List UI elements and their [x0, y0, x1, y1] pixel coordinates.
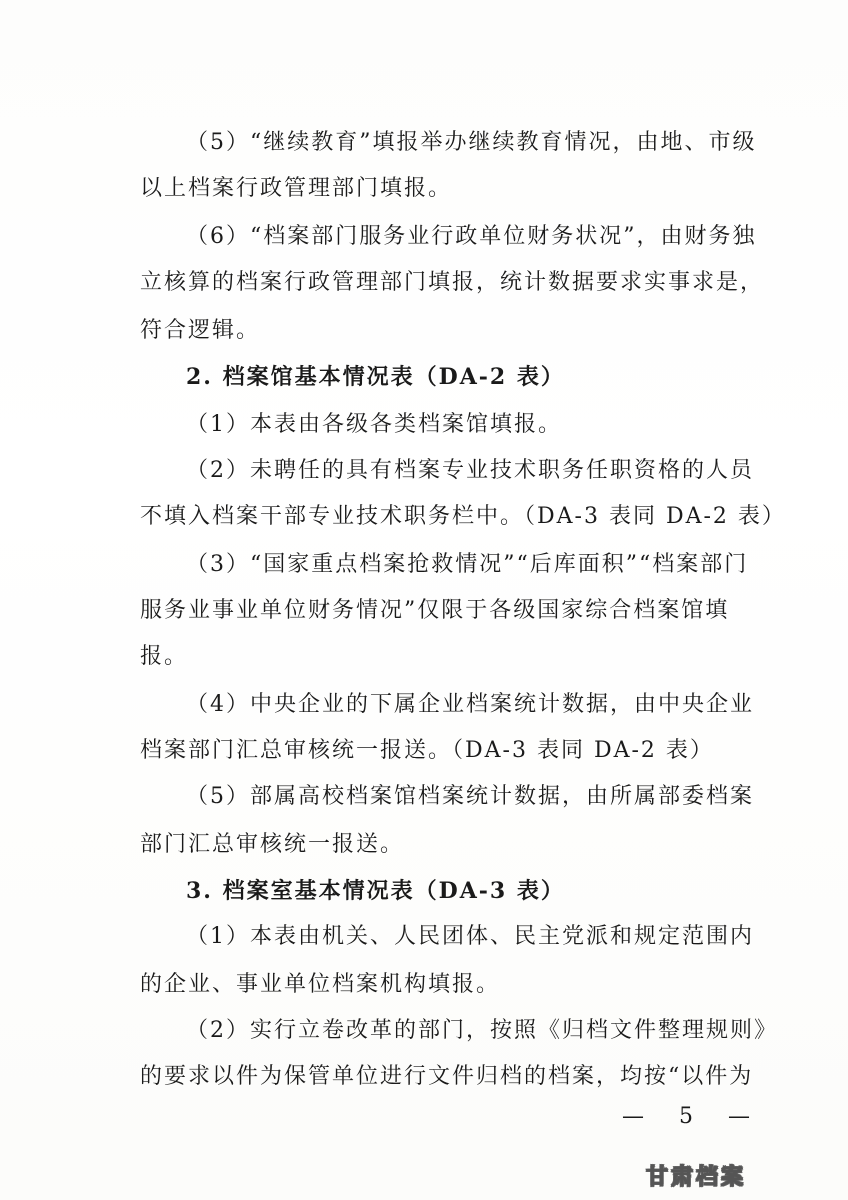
- paragraph-line: 服务业事业单位财务情况”仅限于各级国家综合档案馆填: [140, 598, 730, 623]
- paragraph-line: 报。: [140, 644, 189, 669]
- paragraph-line: （1）本表由各级各类档案馆填报。: [186, 412, 562, 437]
- paragraph-line: （5）部属高校档案馆档案统计数据，由所属部委档案: [186, 784, 754, 809]
- paragraph-line: （5）“继续教育”填报举办继续教育情况，由地、市级: [186, 130, 757, 155]
- watermark-logo: 甘肃档案: [646, 1165, 747, 1190]
- section-heading: 2. 档案馆基本情况表（DA-2 表）: [186, 364, 565, 390]
- paragraph-line: （4）中央企业的下属企业档案统计数据，由中央企业: [186, 692, 754, 717]
- paragraph-line: （6）“档案部门服务业行政单位财务状况”，由财务独: [186, 224, 757, 249]
- paragraph-line: 符合逻辑。: [140, 318, 261, 343]
- paragraph-line: （3）“国家重点档案抢救情况”“后库面积”“档案部门: [186, 552, 749, 577]
- paragraph-line: 立核算的档案行政管理部门填报，统计数据要求实事求是，: [140, 270, 765, 295]
- paragraph-line: 部门汇总审核统一报送。: [140, 832, 405, 857]
- paragraph-line: 以上档案行政管理部门填报。: [140, 176, 453, 201]
- paragraph-line: （2）实行立卷改革的部门，按照《归档文件整理规则》: [186, 1018, 778, 1043]
- paragraph-line: 不填入档案干部专业技术职务栏中。（DA-3 表同 DA-2 表）: [140, 504, 786, 529]
- paragraph-line: 的企业、事业单位档案机构填报。: [140, 972, 501, 997]
- paragraph-line: （1）本表由机关、人民团体、民主党派和规定范围内: [186, 924, 754, 949]
- paragraph-line: 的要求以件为保管单位进行文件归档的档案，均按“以件为: [140, 1064, 754, 1089]
- paragraph-line: 档案部门汇总审核统一报送。（DA-3 表同 DA-2 表）: [140, 738, 714, 763]
- paragraph-line: （2）未聘任的具有档案专业技术职务任职资格的人员: [186, 458, 754, 483]
- section-heading: 3. 档案室基本情况表（DA-3 表）: [186, 878, 565, 904]
- page-number: — 5 —: [622, 1104, 764, 1129]
